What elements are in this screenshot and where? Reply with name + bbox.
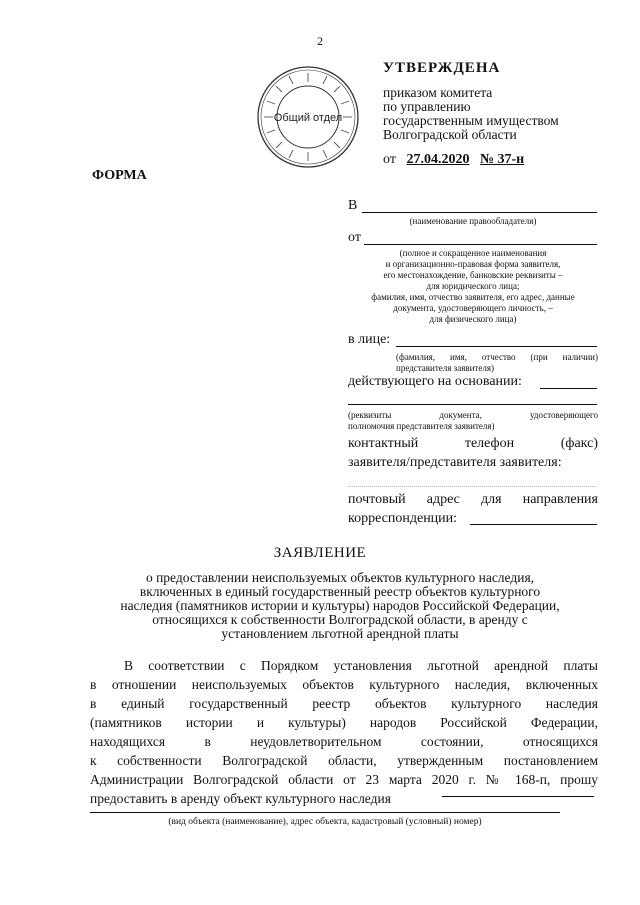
- basis-field-inline[interactable]: [540, 388, 597, 389]
- object-field[interactable]: [90, 812, 560, 813]
- hint-line: для физического лица): [429, 314, 517, 324]
- stamp-center-text: Общий отдел: [273, 112, 343, 124]
- subtitle-line: установлением льготной арендной платы: [221, 626, 459, 641]
- hint-line: его местонахождение, банковские реквизиты –: [383, 270, 563, 280]
- page-number: 2: [317, 34, 323, 48]
- office-stamp: [255, 64, 361, 170]
- object-field-inline[interactable]: [442, 796, 594, 797]
- hint-line: представителя заявителя): [396, 363, 494, 373]
- phone-label-line2: заявителя/представителя заявителя:: [348, 455, 562, 470]
- hint-line: и организационно-правовая форма заявителя,: [385, 259, 561, 269]
- postal-field[interactable]: [470, 524, 597, 525]
- to-hint: (наименование правообладателя): [409, 216, 537, 226]
- order-date: 27.04.2020: [406, 152, 470, 167]
- body-line: в единый государственный реестр объектов культурного наследия: [90, 696, 598, 711]
- representative-hint: [396, 352, 598, 374]
- statement-title: ЗАЯВЛЕНИЕ: [273, 545, 367, 561]
- phone-label-line1: контактный телефон (факс): [348, 436, 598, 451]
- hint-line: (полное и сокращенное наименования: [399, 248, 547, 258]
- to-field[interactable]: [362, 212, 597, 213]
- representative-label: в лице:: [348, 332, 391, 347]
- body-line: к собственности Волгоградской области, утвержденным постановлением: [90, 753, 598, 768]
- phone-field[interactable]: [348, 486, 597, 487]
- postal-label-line1: почтовый адрес для направления: [348, 492, 598, 507]
- subtitle-line: включенных в единый государственный реестр объектов культурного: [139, 584, 541, 599]
- statement-body: [90, 656, 598, 808]
- body-line: в отношении неиспользуемых объектов культурного наследия, включенных: [90, 677, 598, 692]
- postal-label-line2: корреспонденции:: [348, 511, 458, 526]
- body-line: Администрации Волгоградской области от 23 марта 2020 г. № 168-п, прошу: [90, 772, 598, 787]
- approval-title: УТВЕРЖДЕНА: [383, 60, 501, 76]
- body-line: предоставить в аренду объект культурного наследия: [90, 791, 391, 806]
- hint-line: (фамилия, имя, отчество (при наличии): [396, 352, 598, 362]
- hint-line: фамилия, имя, отчество заявителя, его адрес, данные: [371, 292, 575, 302]
- approval-line: по управлению: [383, 99, 471, 114]
- from-hint: [348, 248, 598, 325]
- hint-line: полномочия представителя заявителя): [348, 421, 495, 431]
- approval-line: Волгоградской области: [383, 127, 517, 142]
- approval-line: приказом комитета: [383, 85, 493, 100]
- hint-line: (реквизиты документа, удостоверяющего: [348, 410, 598, 420]
- object-hint: (вид объекта (наименование), адрес объекта, кадастровый (условный) номер): [168, 817, 482, 827]
- body-line: (памятников истории и культуры) народов Российской Федерации,: [90, 715, 598, 730]
- basis-label: действующего на основании:: [348, 374, 522, 389]
- order-number: № 37-н: [479, 152, 525, 167]
- representative-field[interactable]: [396, 346, 597, 347]
- from-field[interactable]: [364, 244, 597, 245]
- approval-line: государственным имуществом: [383, 113, 559, 128]
- subtitle-line: о предоставлении неиспользуемых объектов культурного наследия,: [145, 570, 535, 585]
- statement-subtitle: [90, 571, 590, 641]
- order-prefix: от: [383, 152, 396, 167]
- body-line: В соответствии с Порядком установления льготной арендной платы: [124, 658, 598, 673]
- subtitle-line: относящихся к собственности Волгоградской области, в аренду с: [152, 612, 528, 627]
- order-reference: [383, 152, 524, 168]
- from-label: от: [348, 230, 361, 245]
- basis-hint: [348, 410, 598, 432]
- form-label: ФОРМА: [92, 168, 147, 183]
- to-label: В: [348, 198, 358, 213]
- body-line: находящихся в неудовлетворительном состоянии, относящихся: [90, 734, 598, 749]
- hint-line: для юридического лица;: [426, 281, 520, 291]
- subtitle-line: наследия (памятников истории и культуры) народов Российской Федерации,: [120, 598, 560, 613]
- hint-line: документа, удостоверяющего личность, –: [393, 303, 553, 313]
- basis-field[interactable]: [348, 404, 597, 405]
